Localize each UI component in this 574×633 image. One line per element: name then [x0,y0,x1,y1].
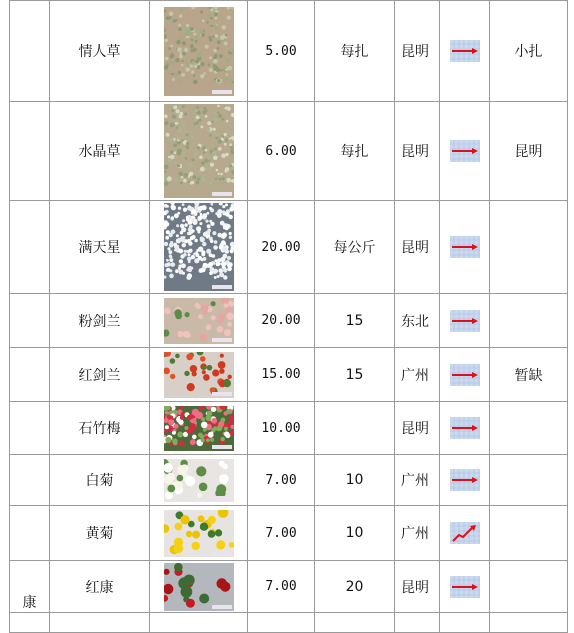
photo-cell [150,1,248,102]
category-cell [10,613,50,633]
trend-cell [440,506,490,561]
note-cell [490,455,568,506]
origin-cell: 昆明 [395,1,440,102]
empty-cell [50,613,150,633]
category-cell [10,1,50,102]
trend-flat-icon [450,576,480,598]
trend-flat-icon [450,310,480,332]
category-cell [10,455,50,506]
unit-cell: 每扎 [315,1,395,102]
unit-cell [315,402,395,455]
trend-flat-icon [450,417,480,439]
price-cell: 7.00 [248,506,315,561]
flower-name: 粉剑兰 [50,294,150,348]
note-cell [490,561,568,613]
origin-cell: 广州 [395,348,440,402]
trend-cell [440,102,490,201]
table-row [10,348,568,402]
category-cell [10,348,50,402]
price-cell: 15.00 [248,348,315,402]
price-cell: 20.00 [248,201,315,294]
unit-cell: 10 [315,455,395,506]
trend-flat-icon [450,236,480,258]
photo-cell [150,506,248,561]
trend-cell [440,455,490,506]
price-cell: 20.00 [248,294,315,348]
table-row [10,455,568,506]
flower-name: 石竹梅 [50,402,150,455]
price-cell: 10.00 [248,402,315,455]
table-row [10,294,568,348]
note-cell: 昆明 [490,102,568,201]
price-cell: 6.00 [248,102,315,201]
flower-name: 红康 [50,561,150,613]
origin-cell: 东北 [395,294,440,348]
table-row [10,613,568,633]
category-cell [10,102,50,201]
empty-cell [248,613,315,633]
flower-photo-fenjianlan [164,298,234,344]
flower-name: 黄菊 [50,506,150,561]
trend-cell [440,201,490,294]
flower-name: 红剑兰 [50,348,150,402]
note-cell [490,506,568,561]
origin-cell: 昆明 [395,402,440,455]
trend-flat-icon [450,469,480,491]
table-row [10,1,568,102]
unit-cell: 15 [315,348,395,402]
flower-name: 白菊 [50,455,150,506]
empty-cell [490,613,568,633]
origin-cell: 广州 [395,455,440,506]
empty-cell [315,613,395,633]
photo-cell [150,561,248,613]
note-cell: 暂缺 [490,348,568,402]
flower-photo-mantianxing [164,203,234,291]
unit-cell: 每扎 [315,102,395,201]
trend-flat-icon [450,364,480,386]
origin-cell: 广州 [395,506,440,561]
photo-cell [150,294,248,348]
photo-cell [150,102,248,201]
flower-price-table [9,0,568,633]
note-cell: 小扎 [490,1,568,102]
flower-photo-shizhumei [164,406,234,451]
flower-name: 满天星 [50,201,150,294]
origin-cell: 昆明 [395,201,440,294]
price-cell: 5.00 [248,1,315,102]
trend-up-icon [450,522,480,544]
category-cell [10,402,50,455]
category-cell [10,506,50,561]
flower-photo-hongjianlan [164,352,234,398]
table-row [10,102,568,201]
flower-photo-shuijingcao [164,104,234,198]
unit-cell: 每公斤 [315,201,395,294]
origin-cell: 昆明 [395,561,440,613]
category-cell [10,201,50,294]
flower-name: 水晶草 [50,102,150,201]
table-row [10,201,568,294]
flower-name: 情人草 [50,1,150,102]
flower-photo-hongkang [164,563,234,611]
photo-cell [150,402,248,455]
category-label: 康 [22,595,37,611]
trend-cell [440,561,490,613]
table-row [10,561,568,613]
empty-cell [150,613,248,633]
photo-cell [150,348,248,402]
trend-cell [440,1,490,102]
flower-photo-qingrencao [164,7,234,96]
flower-photo-baiju [164,459,234,502]
trend-flat-icon [450,40,480,62]
photo-cell [150,201,248,294]
price-cell: 7.00 [248,455,315,506]
origin-cell: 昆明 [395,102,440,201]
table-row [10,402,568,455]
note-cell [490,294,568,348]
trend-cell [440,348,490,402]
unit-cell: 20 [315,561,395,613]
trend-cell [440,402,490,455]
trend-cell [440,294,490,348]
category-cell [10,294,50,348]
flower-photo-huangju [164,510,234,557]
empty-cell [440,613,490,633]
unit-cell: 15 [315,294,395,348]
trend-flat-icon [450,140,480,162]
unit-cell: 10 [315,506,395,561]
photo-cell [150,455,248,506]
table-row [10,506,568,561]
note-cell [490,201,568,294]
price-cell: 7.00 [248,561,315,613]
note-cell [490,402,568,455]
category-cell [10,561,50,613]
empty-cell [395,613,440,633]
